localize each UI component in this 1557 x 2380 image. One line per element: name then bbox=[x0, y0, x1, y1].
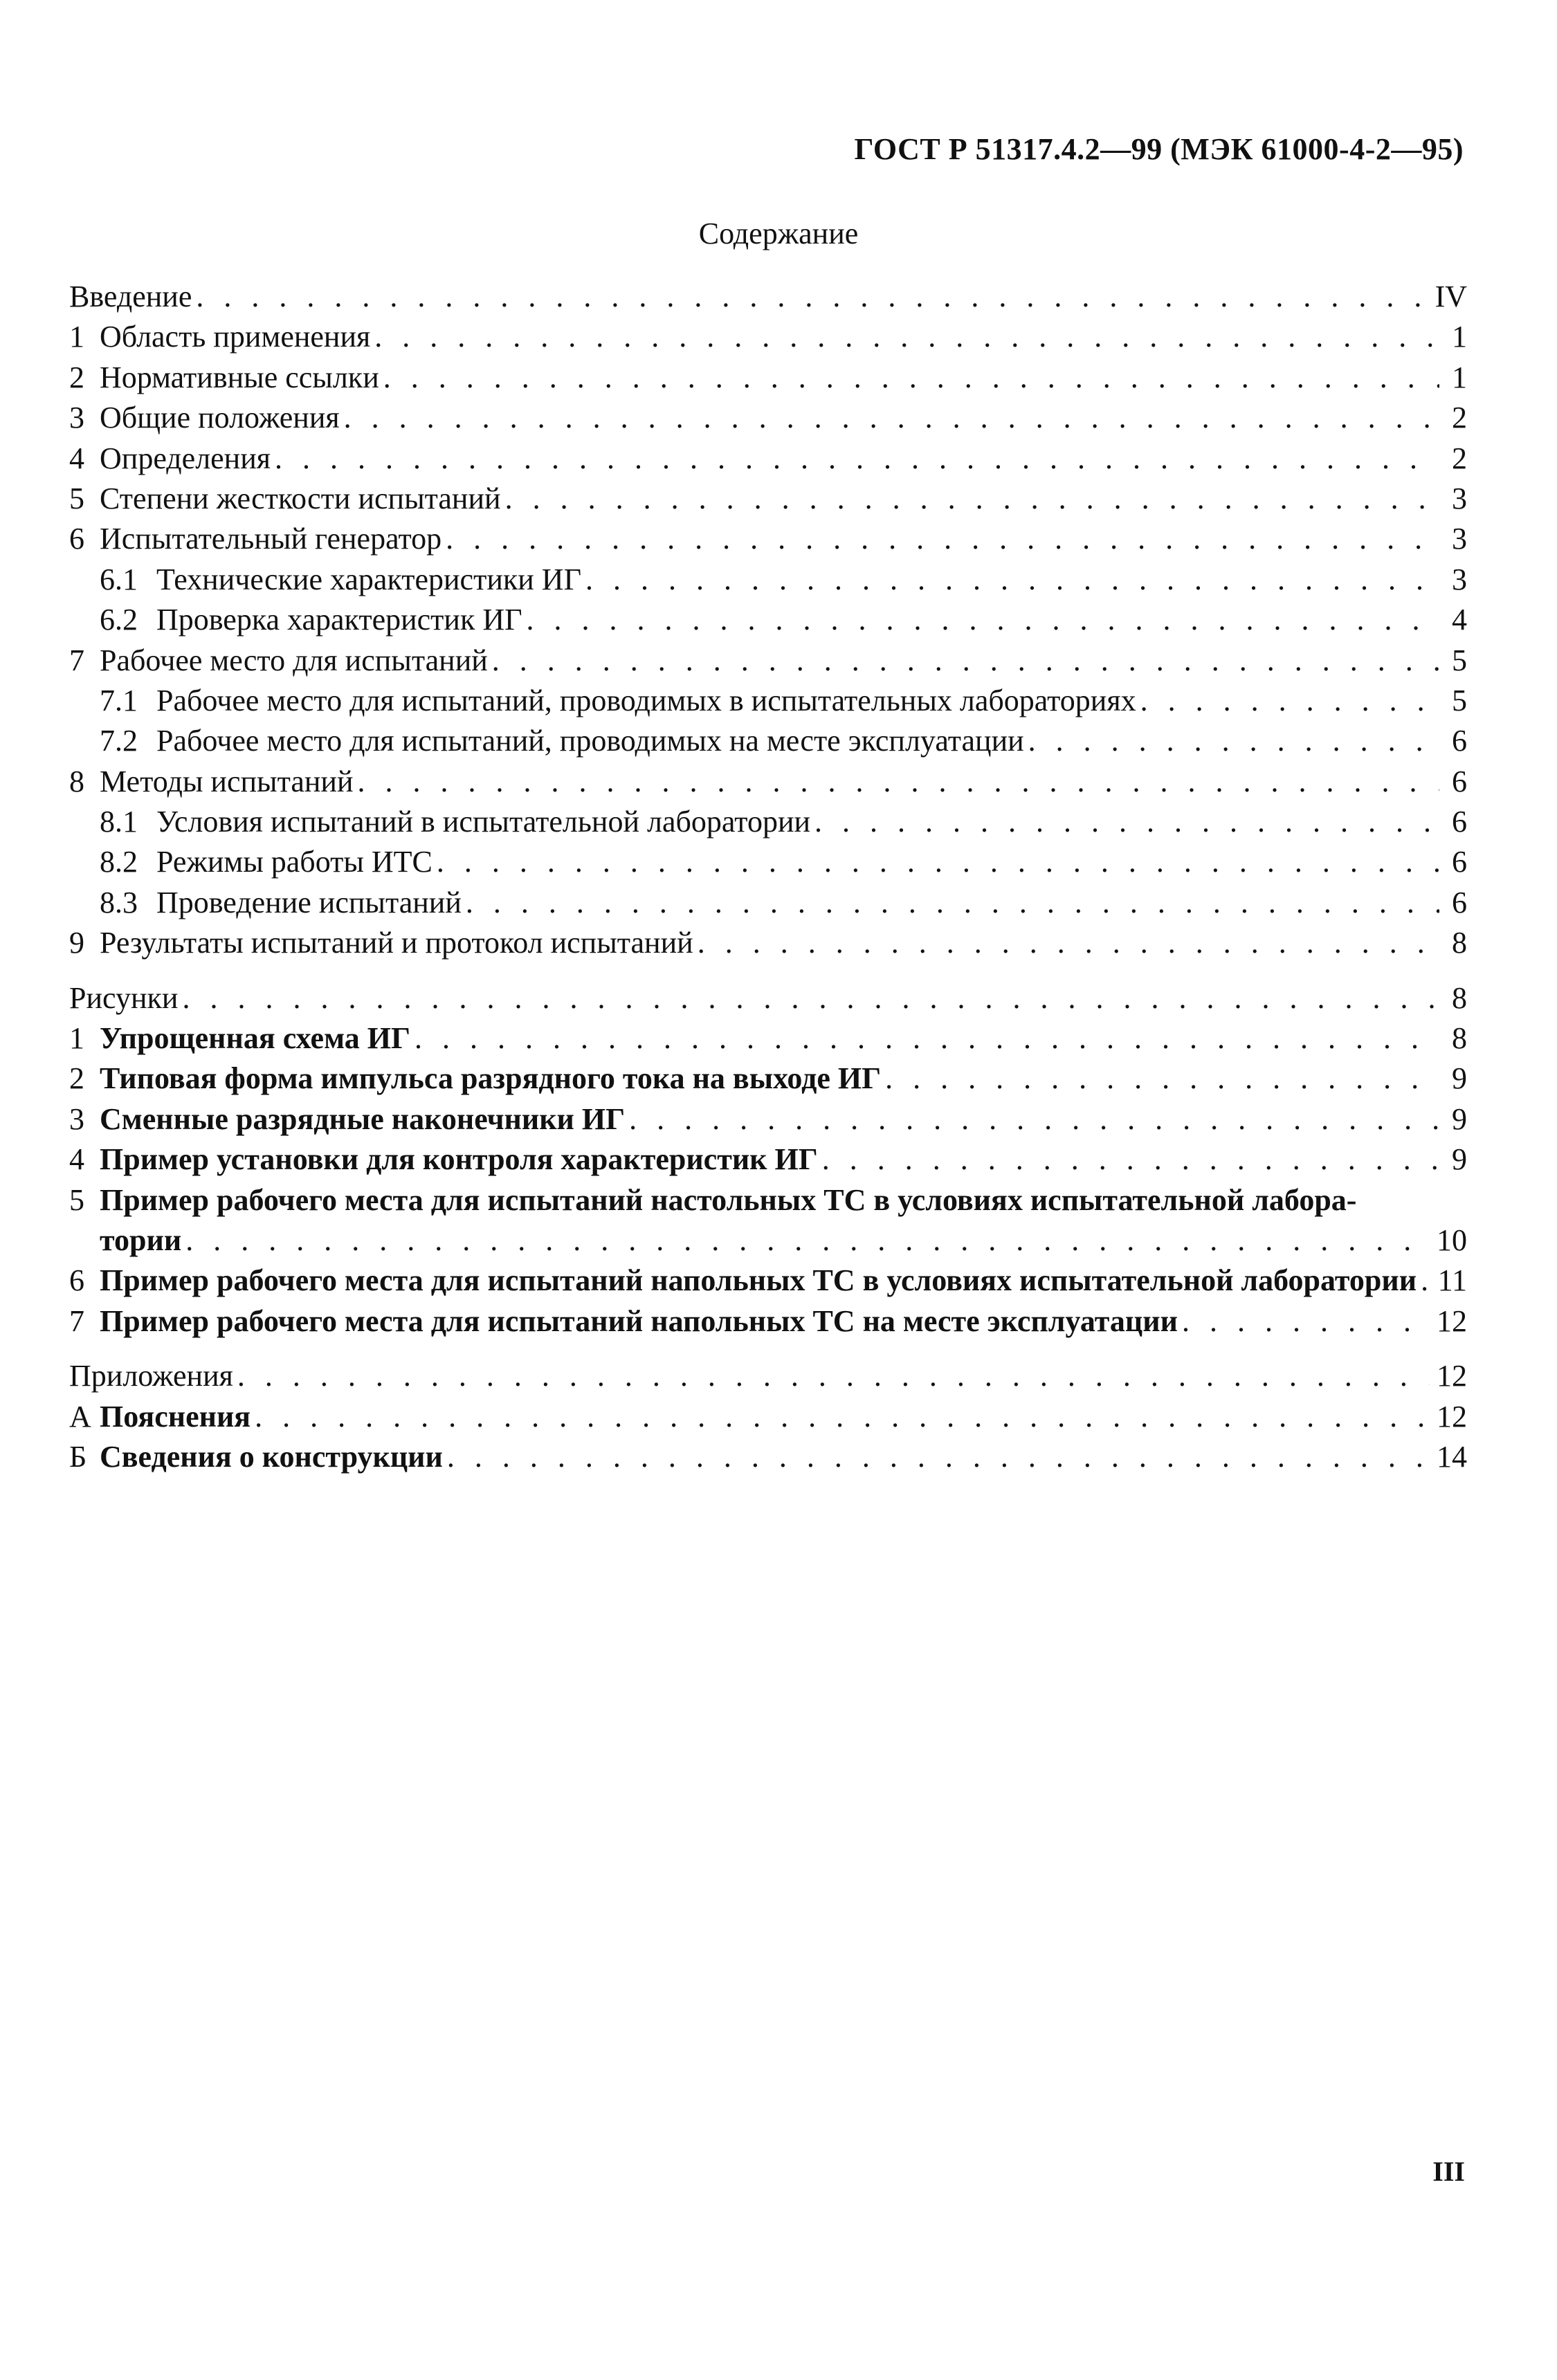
toc-entry-number: 7.2 bbox=[100, 724, 138, 758]
toc-leader-dots bbox=[383, 358, 1439, 398]
toc-leader-dots bbox=[344, 398, 1439, 438]
toc-entry-title: Область применения bbox=[100, 320, 371, 354]
toc-entry-page: 8 bbox=[1452, 1021, 1467, 1056]
toc-entry-page: 5 bbox=[1452, 643, 1467, 677]
toc-entry-page: 3 bbox=[1452, 562, 1467, 596]
toc-leader-dots bbox=[447, 1437, 1430, 1477]
toc-entry-number: 8.3 bbox=[100, 885, 138, 919]
toc-entry-page: 14 bbox=[1437, 1439, 1467, 1474]
toc-leader-dots bbox=[446, 519, 1439, 559]
toc-leader-dots bbox=[822, 1139, 1439, 1180]
toc-leader-dots bbox=[196, 277, 1428, 317]
toc-entry-title: Пример установки для контроля характеристик ИГ bbox=[100, 1142, 818, 1177]
toc-entry-figure-3[interactable] bbox=[69, 1099, 1467, 1139]
toc-appendices bbox=[69, 1356, 1467, 1477]
toc-entry-number: 6 bbox=[69, 1263, 84, 1298]
toc-entry-title: Приложения bbox=[69, 1359, 233, 1393]
toc-leader-dots bbox=[505, 479, 1439, 519]
toc-entry-page: 6 bbox=[1452, 885, 1467, 919]
toc-entry-section-7-1[interactable] bbox=[69, 681, 1467, 721]
toc-title: Содержание bbox=[698, 217, 859, 250]
toc-entry-number: 6 bbox=[69, 522, 84, 556]
toc-entry-section-1[interactable] bbox=[69, 317, 1467, 357]
toc-entry-number: 8.2 bbox=[100, 845, 138, 879]
toc-entry-introduction[interactable] bbox=[69, 277, 1467, 317]
toc-entry-section-2[interactable] bbox=[69, 358, 1467, 398]
toc-entry-number: 7.1 bbox=[100, 683, 138, 717]
toc-entry-figure-7[interactable] bbox=[69, 1301, 1467, 1342]
toc-entry-title: Режимы работы ИТС bbox=[156, 845, 432, 879]
toc-entry-number: 7 bbox=[69, 643, 84, 677]
toc-leader-dots bbox=[275, 439, 1439, 479]
page-number: III bbox=[1432, 2156, 1465, 2187]
toc-leader-dots bbox=[415, 1018, 1439, 1059]
toc-entry-section-4[interactable] bbox=[69, 439, 1467, 479]
toc-entry-figure-5[interactable] bbox=[69, 1180, 1467, 1220]
toc-entry-page: 8 bbox=[1452, 926, 1467, 960]
toc-main-sections bbox=[69, 277, 1467, 964]
toc-entry-title: Проведение испытаний bbox=[156, 885, 462, 919]
toc-leader-dots bbox=[358, 762, 1439, 802]
toc-entry-page: 6 bbox=[1452, 845, 1467, 879]
toc-entry-number: 3 bbox=[69, 401, 84, 435]
toc-entry-page: 6 bbox=[1452, 724, 1467, 758]
toc-leader-dots bbox=[255, 1397, 1430, 1437]
toc-entry-title: Сменные разрядные наконечники ИГ bbox=[100, 1101, 626, 1136]
toc-entry-number: Б bbox=[69, 1439, 87, 1474]
toc-entry-title: Пример рабочего места для испытаний напольных ТС на месте эксплуатации bbox=[100, 1303, 1178, 1338]
toc-entry-number: 6.1 bbox=[100, 562, 138, 596]
toc-leader-dots bbox=[466, 883, 1439, 923]
toc-entry-title-line-1: Пример рабочего места для испытаний настольных ТС в условиях испытательной лабора- bbox=[100, 1182, 1357, 1217]
toc-entry-number: 9 bbox=[69, 926, 84, 960]
toc-entry-page: 1 bbox=[1452, 320, 1467, 354]
toc-entry-section-6-2[interactable] bbox=[69, 600, 1467, 640]
toc-entry-title: Сведения о конструкции bbox=[100, 1439, 443, 1474]
toc-entry-title: Степени жесткости испытаний bbox=[100, 481, 501, 515]
toc-entry-section-7[interactable] bbox=[69, 641, 1467, 681]
toc-entry-title: Типовая форма импульса разрядного тока на выходе ИГ bbox=[100, 1061, 882, 1096]
toc-entry-title: Испытательный генератор bbox=[100, 522, 442, 556]
toc-entry-figure-5-continued[interactable] bbox=[69, 1220, 1467, 1261]
toc-entry-title: Технические характеристики ИГ bbox=[156, 562, 582, 596]
toc-entry-page: 2 bbox=[1452, 401, 1467, 435]
toc-entry-number: 8 bbox=[69, 764, 84, 798]
toc-entry-page: 12 bbox=[1437, 1399, 1467, 1434]
toc-entry-page: 9 bbox=[1452, 1101, 1467, 1136]
toc-entry-title: Пример рабочего места для испытаний напольных ТС в условиях испытательной лаборатории bbox=[100, 1263, 1417, 1298]
toc-entry-page: 10 bbox=[1437, 1223, 1467, 1257]
toc-entry-title: Рабочее место для испытаний, проводимых в испытательных лабораториях bbox=[156, 683, 1136, 717]
toc-entry-number: 2 bbox=[69, 360, 84, 394]
toc-entry-title: Нормативные ссылки bbox=[100, 360, 379, 394]
toc-entry-page: 4 bbox=[1452, 603, 1467, 637]
toc-leader-dots bbox=[698, 923, 1439, 963]
toc-entry-page: 6 bbox=[1452, 764, 1467, 798]
toc-leader-dots bbox=[437, 842, 1439, 882]
toc-entry-page: 2 bbox=[1452, 441, 1467, 475]
toc-entry-page: 3 bbox=[1452, 481, 1467, 515]
toc-leader-dots bbox=[1028, 721, 1439, 761]
toc-leader-dots bbox=[182, 978, 1439, 1018]
toc-entry-number: 5 bbox=[69, 1182, 84, 1217]
toc-entry-page: 5 bbox=[1452, 683, 1467, 717]
toc-entry-number: 7 bbox=[69, 1303, 84, 1338]
toc-entry-number: А bbox=[69, 1399, 91, 1434]
toc-entry-section-8-2[interactable] bbox=[69, 842, 1467, 882]
toc-leader-dots bbox=[814, 802, 1439, 842]
toc-entry-number: 1 bbox=[69, 1021, 84, 1056]
toc-leader-dots bbox=[492, 641, 1439, 681]
toc-entry-page: 6 bbox=[1452, 805, 1467, 839]
toc-entry-title: Пояснения bbox=[100, 1399, 251, 1434]
toc-leader-dots bbox=[1421, 1261, 1431, 1301]
toc-entry-title: Введение bbox=[69, 280, 192, 313]
toc-entry-number: 2 bbox=[69, 1061, 84, 1096]
toc-entry-number: 1 bbox=[69, 320, 84, 354]
toc-figures bbox=[69, 978, 1467, 1342]
toc-entry-figure-4[interactable] bbox=[69, 1139, 1467, 1180]
toc-entry-section-9[interactable] bbox=[69, 923, 1467, 963]
toc-entry-page: 12 bbox=[1437, 1303, 1467, 1338]
toc-entry-page: 8 bbox=[1452, 980, 1467, 1015]
toc-entry-number: 4 bbox=[69, 1142, 84, 1177]
toc-entry-section-6[interactable] bbox=[69, 519, 1467, 559]
toc-entry-page: 11 bbox=[1437, 1263, 1467, 1298]
toc-entry-page: 9 bbox=[1452, 1142, 1467, 1177]
toc-entry-number: 4 bbox=[69, 441, 84, 475]
toc-entry-section-8[interactable] bbox=[69, 762, 1467, 802]
toc-entry-number: 3 bbox=[69, 1101, 84, 1136]
toc-entry-figure-2[interactable] bbox=[69, 1059, 1467, 1099]
toc-leader-dots bbox=[585, 560, 1439, 600]
toc-entry-page: IV bbox=[1435, 280, 1467, 313]
toc-entry-figure-6[interactable] bbox=[69, 1261, 1467, 1301]
toc-entry-section-7-2[interactable] bbox=[69, 721, 1467, 761]
toc-entry-number: 5 bbox=[69, 481, 84, 515]
toc-leader-dots bbox=[527, 600, 1439, 640]
toc-entry-title: Условия испытаний в испытательной лаборатории bbox=[156, 805, 811, 839]
toc-entry-page: 3 bbox=[1452, 522, 1467, 556]
toc-entry-title: Рабочее место для испытаний bbox=[100, 643, 488, 677]
toc-entry-appendix-b[interactable] bbox=[69, 1437, 1467, 1477]
toc-entry-section-6-1[interactable] bbox=[69, 560, 1467, 600]
toc-entry-number: 8.1 bbox=[100, 805, 138, 839]
toc-entry-title: Рисунки bbox=[69, 980, 179, 1015]
toc-entry-figures-heading[interactable] bbox=[69, 978, 1467, 1018]
toc-entry-page: 9 bbox=[1452, 1061, 1467, 1096]
toc-entry-page: 12 bbox=[1437, 1359, 1467, 1393]
table-of-contents bbox=[69, 277, 1467, 1477]
toc-leader-dots bbox=[1140, 681, 1439, 721]
toc-entry-section-8-3[interactable] bbox=[69, 883, 1467, 923]
toc-leader-dots bbox=[185, 1220, 1430, 1261]
document-header-standard-code: ГОСТ Р 51317.4.2—99 (МЭК 61000-4-2—95) bbox=[854, 132, 1464, 166]
toc-entry-title: Определения bbox=[100, 441, 271, 475]
toc-leader-dots bbox=[1182, 1301, 1430, 1342]
toc-entry-appendices-heading[interactable] bbox=[69, 1356, 1467, 1396]
toc-leader-dots bbox=[374, 317, 1439, 357]
toc-entry-figure-1[interactable] bbox=[69, 1018, 1467, 1059]
toc-entry-section-5[interactable] bbox=[69, 479, 1467, 519]
toc-entry-appendix-a[interactable] bbox=[69, 1397, 1467, 1437]
toc-entry-section-3[interactable] bbox=[69, 398, 1467, 438]
toc-entry-title: Упрощенная схема ИГ bbox=[100, 1021, 410, 1056]
toc-leader-dots bbox=[629, 1099, 1439, 1139]
toc-entry-number: 6.2 bbox=[100, 603, 138, 637]
toc-entry-page: 1 bbox=[1452, 360, 1467, 394]
toc-entry-title: Рабочее место для испытаний, проводимых на месте эксплуатации bbox=[156, 724, 1024, 758]
toc-entry-title: Результаты испытаний и протокол испытаний bbox=[100, 926, 693, 960]
toc-entry-section-8-1[interactable] bbox=[69, 802, 1467, 842]
toc-entry-title: Проверка характеристик ИГ bbox=[156, 603, 522, 637]
toc-leader-dots bbox=[237, 1356, 1430, 1396]
toc-leader-dots bbox=[885, 1059, 1439, 1099]
toc-entry-title: Общие положения bbox=[100, 401, 340, 435]
toc-entry-title-line-2: тории bbox=[100, 1223, 182, 1257]
toc-entry-title: Методы испытаний bbox=[100, 764, 354, 798]
